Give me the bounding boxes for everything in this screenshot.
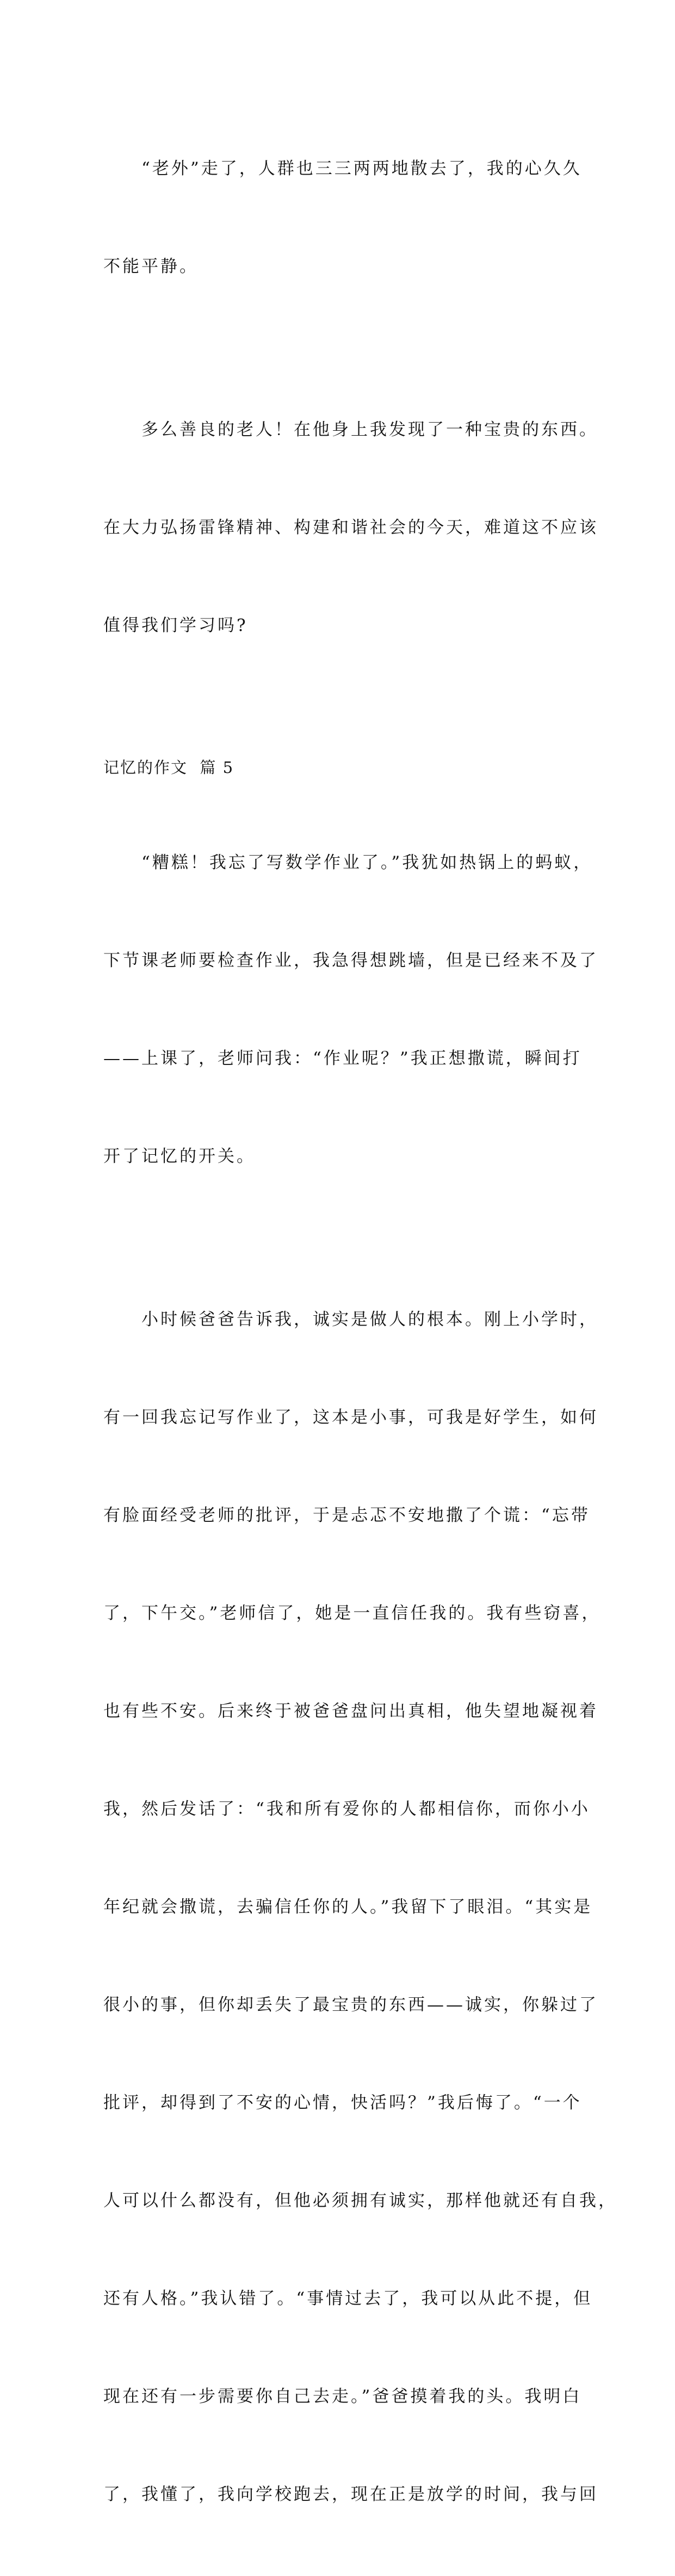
paragraph: [103, 87, 582, 348]
document-body: [103, 87, 617, 2576]
text-line: 小时候爸爸告诉我，诚实是做人的根本。刚上小学时，: [141, 1310, 598, 1329]
text-line: 值得我们学习吗?: [103, 616, 248, 635]
text-line: 我，然后发话了：“我和所有爱你的人都相信你，而你小小: [103, 1799, 590, 1819]
text-line: ——上课了，老师问我：“作业呢？”我正想撒谎，瞬间打: [103, 1049, 582, 1068]
text-line: 也有些不安。后来终于被爸爸盘问出真相，他失望地凝视着: [103, 1701, 598, 1721]
text-line: “老外”走了，人群也三三两两地散去了，我的心久久: [141, 159, 582, 178]
paragraph: [103, 348, 598, 707]
text-line: 了，下午交。”老师信了，她是一直信任我的。我有些窃喜，: [103, 1603, 601, 1623]
text-line: 很小的事，但你却丢失了最宝贵的东西——诚实，你躲过了: [103, 1995, 598, 2015]
paragraph: [103, 1238, 617, 2576]
text-line: 不能平静。: [103, 257, 199, 276]
text-line: 有脸面经受老师的批评，于是忐忑不安地撒了个谎：“忘带: [103, 1506, 590, 1525]
text-line: 还有人格。”我认错了。“事情过去了，我可以从此不提，但: [103, 2289, 593, 2308]
text-line: 开了记忆的开关。: [103, 1147, 256, 1166]
text-line: 批评，却得到了不安的心情，快活吗？”我后悔了。“一个: [103, 2093, 582, 2113]
text-line: 年纪就会撒谎，去骗信任你的人。”我留下了眼泪。“其实是: [103, 1897, 593, 1917]
text-line: 有一回我忘记写作业了，这本是小事，可我是好学生，如何: [103, 1408, 598, 1427]
text-line: 人可以什么都没有，但他必须拥有诚实，那样他就还有自我，: [103, 2191, 617, 2210]
essay-heading: 记忆的作文 篇 5: [103, 758, 234, 777]
text-line: 多么善良的老人！在他身上我发现了一种宝贵的东西。: [141, 420, 598, 439]
text-line: 在大力弘扬雷锋精神、构建和谐社会的今天，难道这不应该: [103, 518, 598, 537]
paragraph: [103, 781, 598, 1238]
text-line: 下节课老师要检查作业，我急得想跳墙，但是已经来不及了: [103, 951, 598, 970]
text-line: 现在还有一步需要你自己去走。”爸爸摸着我的头。我明白: [103, 2387, 582, 2406]
text-line: 了，我懂了，我向学校跑去，现在正是放学的时间，我与回: [103, 2485, 598, 2504]
text-line: “糟糕！我忘了写数学作业了。”我犹如热锅上的蚂蚁，: [141, 853, 593, 872]
